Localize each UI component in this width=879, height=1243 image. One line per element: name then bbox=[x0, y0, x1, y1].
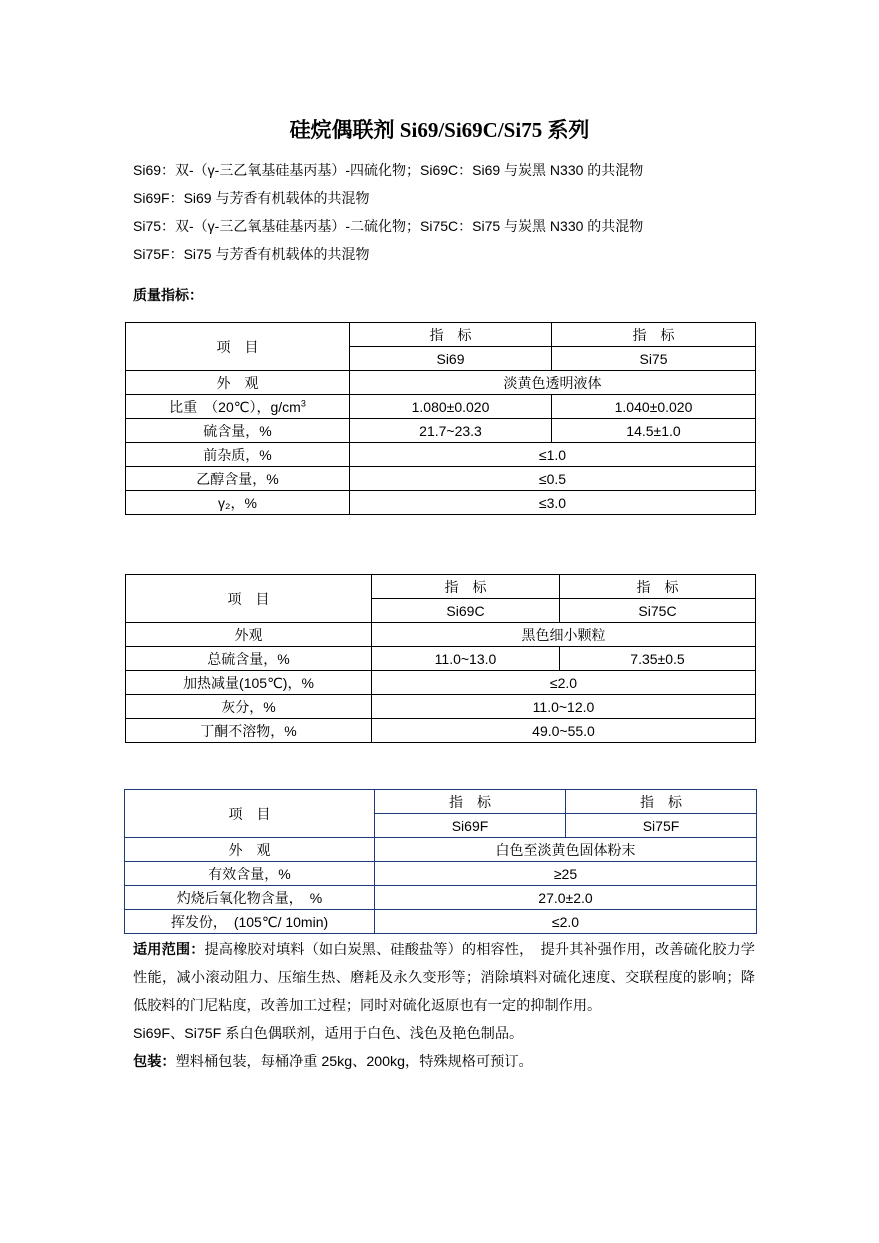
row-label: 灰分，% bbox=[126, 695, 372, 719]
row-label: γ₂，% bbox=[126, 491, 350, 515]
spec-table-si69c-si75c bbox=[125, 574, 756, 743]
row-label: 有效含量，% bbox=[125, 862, 375, 886]
row-label: 前杂质，% bbox=[126, 443, 350, 467]
row-value: ≤3.0 bbox=[350, 491, 756, 515]
table-row bbox=[126, 395, 756, 419]
page-title: 硅烷偶联剂 Si69/Si69C/Si75 系列 bbox=[289, 118, 590, 142]
row-value: 淡黄色透明液体 bbox=[350, 371, 756, 395]
application-note: Si69F、Si75F 系白色偶联剂，适用于白色、浅色及艳色制品。 bbox=[133, 1026, 524, 1042]
intro-line-si69f: Si69F：Si69 与芳香有机载体的共混物 bbox=[133, 190, 370, 206]
row-label: 硫含量，% bbox=[126, 419, 350, 443]
row-label: 挥发份， (105℃/ 10min) bbox=[125, 910, 375, 934]
table-header-product: Si75C bbox=[560, 599, 756, 623]
table-row bbox=[126, 419, 756, 443]
row-label: 丁酮不溶物，% bbox=[126, 719, 372, 743]
table-header-index: 指 标 bbox=[350, 323, 552, 347]
row-label bbox=[126, 395, 350, 419]
spec-table-si69f-si75f bbox=[124, 789, 757, 934]
table-header-item: 项 目 bbox=[126, 575, 372, 623]
row-value: ≤1.0 bbox=[350, 443, 756, 467]
table-header-product: Si69C bbox=[372, 599, 560, 623]
row-label: 灼烧后氧化物含量， % bbox=[125, 886, 375, 910]
row-label-text: 比重 （20℃），g/cm bbox=[169, 398, 301, 415]
row-value: 白色至淡黄色固体粉末 bbox=[375, 838, 757, 862]
table-header-index: 指 标 bbox=[372, 575, 560, 599]
row-value: ≤2.0 bbox=[372, 671, 756, 695]
row-value: ≤2.0 bbox=[375, 910, 757, 934]
table-row bbox=[125, 862, 757, 886]
table-row bbox=[126, 443, 756, 467]
application-text: 提高橡胶对填料（如白炭黑、硅酸盐等）的相容性， 提升其补强作用，改善硫化胶力学性能，减小滚动阻力、压缩生热、磨耗及永久变形等；消除填料对硫化速度、交联程度的影响；降低胶料的门尼粘度，改善加工过程；同时对硫化返原也有一定的抑制作用。 bbox=[133, 942, 755, 1014]
table-row bbox=[126, 719, 756, 743]
table-row bbox=[126, 491, 756, 515]
packaging-text: 塑料桶包装，每桶净重 25kg、200kg，特殊规格可预订。 bbox=[175, 1054, 533, 1070]
table-header-index: 指 标 bbox=[560, 575, 756, 599]
row-value: 21.7~23.3 bbox=[350, 419, 552, 443]
table-header-index: 指 标 bbox=[566, 790, 757, 814]
row-value: 黑色细小颗粒 bbox=[372, 623, 756, 647]
table-row bbox=[126, 647, 756, 671]
row-value: ≥25 bbox=[375, 862, 757, 886]
table-header-item: 项 目 bbox=[126, 323, 350, 371]
row-label: 外 观 bbox=[126, 371, 350, 395]
row-value: 27.0±2.0 bbox=[375, 886, 757, 910]
table-header-product: Si69 bbox=[350, 347, 552, 371]
table-header-product: Si69F bbox=[375, 814, 566, 838]
table-header-index: 指 标 bbox=[552, 323, 756, 347]
table-row bbox=[125, 886, 757, 910]
table-row bbox=[126, 695, 756, 719]
row-value: 14.5±1.0 bbox=[552, 419, 756, 443]
spec-table-si69-si75 bbox=[125, 322, 756, 515]
row-value: 49.0~55.0 bbox=[372, 719, 756, 743]
row-label: 加热减量(105℃)，% bbox=[126, 671, 372, 695]
application-section bbox=[133, 936, 755, 1076]
table-row bbox=[125, 910, 757, 934]
table-row bbox=[126, 371, 756, 395]
row-value: ≤0.5 bbox=[350, 467, 756, 491]
row-label: 外 观 bbox=[125, 838, 375, 862]
row-value: 1.080±0.020 bbox=[350, 395, 552, 419]
table-header-item: 项 目 bbox=[125, 790, 375, 838]
row-label: 外观 bbox=[126, 623, 372, 647]
table-header-product: Si75 bbox=[552, 347, 756, 371]
packaging-label: 包装： bbox=[133, 1054, 176, 1070]
intro-line-si75: Si75：双-（γ-三乙氧基硅基丙基）-二硫化物；Si75C：Si75 与炭黑 N330 的共混物 bbox=[133, 218, 644, 234]
row-value: 1.040±0.020 bbox=[552, 395, 756, 419]
table-header-product: Si75F bbox=[566, 814, 757, 838]
table-row bbox=[126, 671, 756, 695]
row-value: 7.35±0.5 bbox=[560, 647, 756, 671]
intro-line-si75f: Si75F：Si75 与芳香有机载体的共混物 bbox=[133, 246, 370, 262]
row-label: 乙醇含量，% bbox=[126, 467, 350, 491]
superscript: 3 bbox=[300, 397, 306, 408]
row-value: 11.0~13.0 bbox=[372, 647, 560, 671]
application-label: 适用范围： bbox=[133, 942, 205, 958]
quality-heading: 质量指标： bbox=[133, 287, 203, 303]
intro-line-si69: Si69：双-（γ-三乙氧基硅基丙基）-四硫化物；Si69C：Si69 与炭黑 N330 的共混物 bbox=[133, 162, 644, 178]
table-row bbox=[126, 467, 756, 491]
table-row bbox=[125, 838, 757, 862]
table-row bbox=[126, 623, 756, 647]
row-value: 11.0~12.0 bbox=[372, 695, 756, 719]
row-label: 总硫含量，% bbox=[126, 647, 372, 671]
table-header-index: 指 标 bbox=[375, 790, 566, 814]
